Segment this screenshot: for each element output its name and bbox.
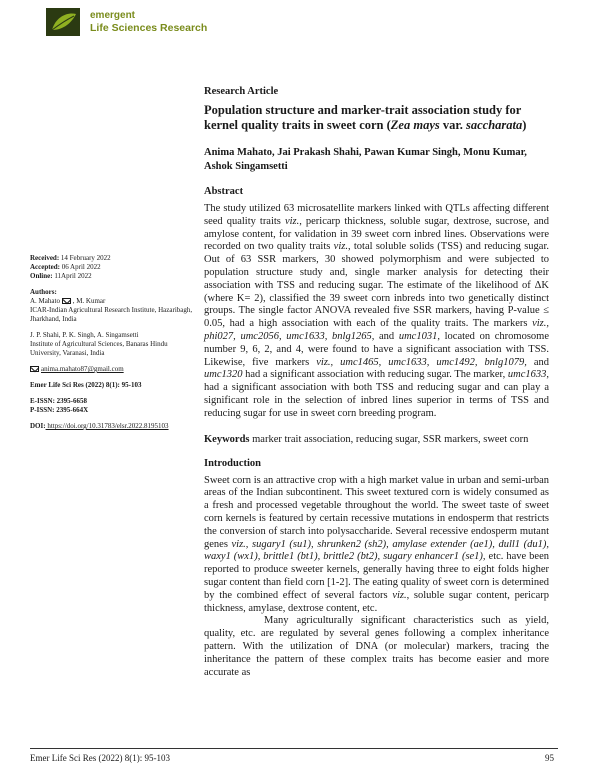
footer-citation: Emer Life Sci Res (2022) 8(1): 95-103: [30, 753, 170, 763]
pissn: P-ISSN: 2395-664X: [30, 406, 89, 414]
footer-divider: [30, 748, 558, 749]
article-type: Research Article: [204, 86, 279, 97]
keywords: Keywords marker trait association, reducing sugar, SSR markers, sweet corn: [204, 433, 529, 445]
journal-name-line2: Life Sciences Research: [90, 22, 208, 34]
email-icon: [30, 366, 39, 372]
eissn: E-ISSN: 2395-6658: [30, 397, 87, 405]
leaf-logo-icon: [46, 8, 80, 36]
abstract-text: The study utilized 63 microsatellite markers linked with QTLs affecting different seed quality traits viz., pericarp thickness, soluble sugar, dextrose, sucrose, and amylose content, for validation in 39 sweet corn inbred lines. Observations were recorded on two quality traits viz., total soluble solids (TSS) and reducing sugar. Out of 63 SSR markers, 30 showed polymorphism and were subjected to population structure study and, single marker analysis for detecting their association with TSS and reducing sugar. The estimate of the likelihood of ΔK (where K= 2), classified the 39 sweet corn inbreds into two genetically distinct groups. The single factor ANOVA revealed five SSR markers, having P-value ≤ 0.05, had a high association with each of the quality traits. The markers viz., phi027, umc2056, umc1633, bnlg1265, and umc1031, located on chromosome number 9, 6, 2, and 4, were found to have a significant association with TSS. Likewise, five markers viz., umc1465, umc1633, umc1492, bnlg1079, and umc1320 had a significant association with reducing sugar. The marker, umc1633, had a significant association with both TSS and reducing sugar and can play a significant role in the selection of inbred lines superior in terms of TSS and reducing sugar for use in sweet corn breeding program.: [204, 203, 549, 419]
doi-link[interactable]: https://doi.org/10.31783/elsr.2022.8195103: [45, 422, 169, 430]
journal-logo: [46, 8, 80, 36]
citation: Emer Life Sci Res (2022) 8(1): 95-103: [30, 381, 142, 389]
author-list: Anima Mahato, Jai Prakash Shahi, Pawan Kumar Singh, Monu Kumar, Ashok Singamsetti: [204, 147, 527, 172]
introduction-text: Sweet corn is an attractive crop with a high market value in urban and semi-urban areas of the Indian subcontinent. This sweet textured corn is widely consumed as a fresh and processed vegetable throughout the world. The sweet taste of sweet corn kernels is featured by certain recessive mutations in endosperm that restricts the conversion of starch into polysaccharide. Several recessive endosperm mutant genes viz., sugary1 (su1), shrunken2 (sh2), amylase extender (ae1), dull1 (du1), waxy1 (wx1), brittle1 (bt1), brittle2 (bt2), sugary enhancer1 (se1), etc. have been reported to produce sweeter kernels, generally having three to eight folds higher sugar content than field corn [1-2]. The eating quality of sweet corn is determined by the combined effect of several factors viz., soluble sugar content, pericarp thickness, amylase, dextrose content, etc. Many agriculturally significant characteristics such as yield, quality, etc. are regulated by several genes following a complex inheritance pattern. With the utilization of DNA (or molecular) markers, tracing the inheritance the pattern of these complex traits has become easier and more accurate as: [204, 474, 549, 678]
main-column: [204, 86, 549, 679]
introduction-heading: Introduction: [204, 457, 261, 469]
journal-name-line1: emergent: [90, 10, 136, 21]
abstract-heading: Abstract: [204, 186, 244, 197]
journal-header: [46, 8, 207, 36]
article-title: Population structure and marker-trait association study for kernel quality traits in sweet corn (Zea mays var. saccharata): [204, 103, 527, 132]
mail-icon: [62, 298, 71, 304]
email-link[interactable]: anima.mahato87@gmail.com: [41, 365, 124, 373]
article-info-sidebar: Received: 14 February 2022 Accepted: 06 April 2022 Online: 11April 2022 Authors: A. Mahato , M. Kumar ICAR-Indian Agricultural Research Institute, Hazaribagh, Jharkhand, India J. P. Shahi, P. K. Singh, A. Singamsetti Institute of Agricultural Sciences, Banaras Hindu University, Varanasi, India anima.mahato87@gmail.com Emer Life Sci Res (2022) 8(1): 95-103 E-ISSN: 2395-6658 P-ISSN: 2395-664X DOI: https://doi.org/10.31783/elsr.2022.8195103: [30, 254, 193, 430]
page-number: 95: [545, 753, 554, 763]
